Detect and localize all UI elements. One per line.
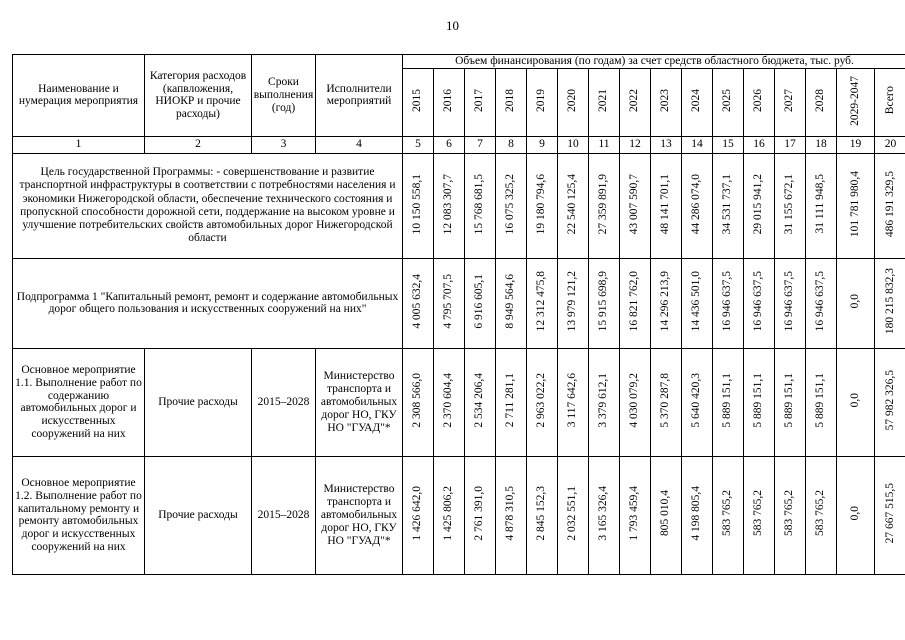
header-year xyxy=(465,68,496,136)
column-number: 13 xyxy=(651,136,682,153)
value-cell xyxy=(682,348,713,456)
value-cell xyxy=(403,348,434,456)
value-text: 5 889 151,1 xyxy=(783,373,796,428)
year-label: 2023 xyxy=(659,88,672,112)
column-number: 15 xyxy=(713,136,744,153)
value-text: 101 781 980,4 xyxy=(848,170,861,237)
year-label: 2024 xyxy=(690,88,703,112)
value-cell xyxy=(465,456,496,574)
header-year xyxy=(558,68,589,136)
value-cell xyxy=(527,348,558,456)
value-text: 5 889 151,1 xyxy=(814,373,827,428)
column-number: 10 xyxy=(558,136,589,153)
header-year xyxy=(527,68,558,136)
value-cell xyxy=(558,258,589,348)
value-text: 2 845 152,3 xyxy=(535,486,548,541)
value-text: 12 083 307,7 xyxy=(442,173,455,235)
value-cell xyxy=(806,456,837,574)
header-year xyxy=(806,68,837,136)
value-text: 2 032 551,1 xyxy=(566,486,579,541)
goal-row xyxy=(13,153,905,258)
value-cell xyxy=(620,348,651,456)
value-cell xyxy=(837,153,875,258)
value-text: 486 191 329,5 xyxy=(883,170,896,237)
activity-name: Основное мероприятие 1.2. Выполнение работ по капитальному ремонту и ремонту автомобильных дорог и искусственных сооружений на них xyxy=(13,456,145,574)
year-label: 2027 xyxy=(783,88,796,112)
value-text: 5 889 151,1 xyxy=(752,373,765,428)
header-period: Сроки выполнения (год) xyxy=(252,55,316,137)
value-text: 4 030 079,2 xyxy=(628,373,641,428)
value-text: 805 010,4 xyxy=(659,490,672,537)
header-category: Категория расходов (капвложения, НИОКР и прочие расходы) xyxy=(145,55,252,137)
value-cell xyxy=(589,258,620,348)
value-text: 15 915 698,9 xyxy=(597,271,610,332)
value-text: 4 005 632,4 xyxy=(411,274,424,329)
column-number: 7 xyxy=(465,136,496,153)
year-label: 2025 xyxy=(721,88,734,112)
activity-row-1-1 xyxy=(13,348,905,456)
value-text: 3 165 326,4 xyxy=(597,486,610,541)
value-text: 583 765,2 xyxy=(814,490,827,537)
value-text: 5 640 420,3 xyxy=(690,373,703,428)
header-name: Наименование и нумерация мероприятия xyxy=(13,55,145,137)
header-year xyxy=(620,68,651,136)
value-text: 29 015 941,2 xyxy=(752,173,765,235)
value-text: 16 946 637,5 xyxy=(814,271,827,332)
value-cell xyxy=(527,258,558,348)
value-text: 16 946 637,5 xyxy=(783,271,796,332)
header-year xyxy=(682,68,713,136)
value-cell xyxy=(744,153,775,258)
value-text: 12 312 475,8 xyxy=(535,271,548,332)
value-cell xyxy=(713,456,744,574)
value-cell xyxy=(434,456,465,574)
value-cell xyxy=(620,456,651,574)
column-number: 9 xyxy=(527,136,558,153)
column-number: 18 xyxy=(806,136,837,153)
value-text: 14 296 213,9 xyxy=(659,271,672,332)
value-text: 2 761 391,0 xyxy=(473,486,486,541)
year-label: 2015 xyxy=(411,88,424,112)
value-cell xyxy=(651,348,682,456)
value-cell xyxy=(744,456,775,574)
value-text: 3 379 612,1 xyxy=(597,373,610,428)
year-label: 2022 xyxy=(628,88,641,112)
value-text: 10 150 558,1 xyxy=(411,173,424,235)
value-text: 2 370 604,4 xyxy=(442,373,455,428)
activity-executors: Министерство транспорта и автомобильных дорог НО, ГКУ НО "ГУАД"* xyxy=(316,456,403,574)
value-cell xyxy=(496,258,527,348)
value-text: 1 425 806,2 xyxy=(442,486,455,541)
value-cell xyxy=(713,348,744,456)
value-cell xyxy=(620,258,651,348)
value-text: 5 370 287,8 xyxy=(659,373,672,428)
value-cell xyxy=(558,456,589,574)
goal-text: Цель государственной Программы: - совершенствование и развитие транспортной инфраструктуры в соответствии с потребностями населения и экономики Нижегородской области, обеспечение технического состояния и пропускной способности дорожной сети, поддержание на высоком уровне и улучшение потребительских свойств автомобильных дорог Нижегородской области xyxy=(13,153,403,258)
column-number: 8 xyxy=(496,136,527,153)
value-text: 4 878 310,5 xyxy=(504,486,517,541)
value-text: 43 007 590,7 xyxy=(628,173,641,235)
value-cell xyxy=(465,348,496,456)
value-cell xyxy=(875,348,905,456)
value-text: 583 765,2 xyxy=(721,490,734,537)
value-cell xyxy=(875,456,905,574)
value-text: 180 215 832,3 xyxy=(883,268,896,335)
subprogram-row xyxy=(13,258,905,348)
column-number: 19 xyxy=(837,136,875,153)
value-cell xyxy=(651,153,682,258)
value-text: 19 180 794,6 xyxy=(535,173,548,235)
column-number: 12 xyxy=(620,136,651,153)
funding-table xyxy=(12,54,905,575)
header-total xyxy=(875,68,905,136)
value-cell xyxy=(775,456,806,574)
value-text: 1 793 459,4 xyxy=(628,486,641,541)
header-year xyxy=(403,68,434,136)
header-year xyxy=(651,68,682,136)
value-text: 16 075 325,2 xyxy=(504,173,517,235)
column-number: 2 xyxy=(145,136,252,153)
year-label: 2028 xyxy=(814,88,827,112)
value-cell xyxy=(837,456,875,574)
value-text: 0,0 xyxy=(848,294,861,309)
value-cell xyxy=(682,456,713,574)
activity-period: 2015–2028 xyxy=(252,456,316,574)
activity-category: Прочие расходы xyxy=(145,348,252,456)
value-cell xyxy=(434,258,465,348)
value-text: 15 768 681,5 xyxy=(473,173,486,235)
value-text: 2 711 281,1 xyxy=(504,373,517,428)
column-number: 1 xyxy=(13,136,145,153)
value-text: 4 198 805,4 xyxy=(690,486,703,541)
value-text: 2 963 022,2 xyxy=(535,373,548,428)
value-text: 2 308 566,0 xyxy=(411,373,424,428)
column-number: 5 xyxy=(403,136,434,153)
value-text: 16 821 762,0 xyxy=(628,271,641,332)
value-text: 27 667 515,5 xyxy=(883,483,896,544)
value-cell xyxy=(837,258,875,348)
value-cell xyxy=(744,348,775,456)
year-label: 2019 xyxy=(535,88,548,112)
value-text: 5 889 151,1 xyxy=(721,373,734,428)
value-cell xyxy=(403,153,434,258)
value-cell xyxy=(682,153,713,258)
value-text: 16 946 637,5 xyxy=(752,271,765,332)
value-text: 8 949 564,6 xyxy=(504,274,517,329)
activity-name: Основное мероприятие 1.1. Выполнение работ по содержанию автомобильных дорог и искусственных сооружений на них xyxy=(13,348,145,456)
activity-row-1-2 xyxy=(13,456,905,574)
value-cell xyxy=(837,348,875,456)
value-cell xyxy=(806,348,837,456)
column-number: 17 xyxy=(775,136,806,153)
value-text: 583 765,2 xyxy=(783,490,796,537)
value-text: 44 286 074,0 xyxy=(690,173,703,235)
header-year xyxy=(837,68,875,136)
header-row-1 xyxy=(13,55,905,69)
page-number: 10 xyxy=(446,18,459,33)
value-text: 34 531 737,1 xyxy=(721,173,734,235)
value-cell xyxy=(465,153,496,258)
year-label: 2020 xyxy=(566,88,579,112)
column-number: 6 xyxy=(434,136,465,153)
value-cell xyxy=(589,348,620,456)
value-cell xyxy=(775,153,806,258)
value-cell xyxy=(775,258,806,348)
value-cell xyxy=(496,348,527,456)
activity-period: 2015–2028 xyxy=(252,348,316,456)
activity-category: Прочие расходы xyxy=(145,456,252,574)
value-cell xyxy=(558,153,589,258)
total-label: Всего xyxy=(883,86,896,115)
value-cell xyxy=(434,153,465,258)
value-text: 0,0 xyxy=(848,393,861,408)
subprogram-text: Подпрограмма 1 "Капитальный ремонт, ремонт и содержание автомобильных дорог общего пользования и искусственных сооружений на них" xyxy=(13,258,403,348)
value-text: 3 117 642,6 xyxy=(566,373,579,428)
column-number: 20 xyxy=(875,136,905,153)
value-cell xyxy=(806,153,837,258)
value-cell xyxy=(682,258,713,348)
header-executors: Исполнители мероприятий xyxy=(316,55,403,137)
value-cell xyxy=(875,258,905,348)
column-number: 4 xyxy=(316,136,403,153)
value-cell xyxy=(806,258,837,348)
value-cell xyxy=(465,258,496,348)
value-cell xyxy=(558,348,589,456)
column-number: 16 xyxy=(744,136,775,153)
year-label: 2017 xyxy=(473,88,486,112)
value-cell xyxy=(713,258,744,348)
column-number: 3 xyxy=(252,136,316,153)
value-cell xyxy=(403,456,434,574)
year-label: 2021 xyxy=(597,88,610,112)
header-year xyxy=(775,68,806,136)
value-cell xyxy=(434,348,465,456)
value-cell xyxy=(620,153,651,258)
header-year xyxy=(713,68,744,136)
header-year xyxy=(496,68,527,136)
header-year xyxy=(744,68,775,136)
value-text: 27 359 891,9 xyxy=(597,173,610,235)
value-cell xyxy=(651,456,682,574)
activity-executors: Министерство транспорта и автомобильных дорог НО, ГКУ НО "ГУАД"* xyxy=(316,348,403,456)
value-cell xyxy=(403,258,434,348)
value-text: 583 765,2 xyxy=(752,490,765,537)
year-label: 2016 xyxy=(442,88,455,112)
value-text: 2 534 206,4 xyxy=(473,373,486,428)
header-year xyxy=(589,68,620,136)
value-text: 1 426 642,0 xyxy=(411,486,424,541)
value-text: 4 795 707,5 xyxy=(442,274,455,329)
value-cell xyxy=(589,456,620,574)
value-text: 31 111 948,5 xyxy=(814,174,827,234)
year-label: 2026 xyxy=(752,88,765,112)
value-cell xyxy=(496,153,527,258)
value-cell xyxy=(875,153,905,258)
value-text: 31 155 672,1 xyxy=(783,173,796,235)
header-funding-title: Объем финансирования (по годам) за счет средств областного бюджета, тыс. руб. xyxy=(403,55,905,69)
year-label: 2018 xyxy=(504,88,517,112)
column-number-row xyxy=(13,136,905,153)
column-number: 14 xyxy=(682,136,713,153)
value-cell xyxy=(589,153,620,258)
year-label: 2029-2047 xyxy=(848,75,861,126)
value-text: 48 141 701,1 xyxy=(659,173,672,235)
value-cell xyxy=(527,153,558,258)
header-year xyxy=(434,68,465,136)
value-cell xyxy=(651,258,682,348)
value-text: 0,0 xyxy=(848,506,861,521)
value-cell xyxy=(713,153,744,258)
value-cell xyxy=(775,348,806,456)
value-text: 22 540 125,4 xyxy=(566,173,579,235)
value-cell xyxy=(496,456,527,574)
column-number: 11 xyxy=(589,136,620,153)
value-text: 57 982 326,5 xyxy=(883,370,896,431)
value-text: 14 436 501,0 xyxy=(690,271,703,332)
value-cell xyxy=(744,258,775,348)
value-cell xyxy=(527,456,558,574)
value-text: 6 916 605,1 xyxy=(473,274,486,329)
value-text: 13 979 121,2 xyxy=(566,271,579,332)
value-text: 16 946 637,5 xyxy=(721,271,734,332)
